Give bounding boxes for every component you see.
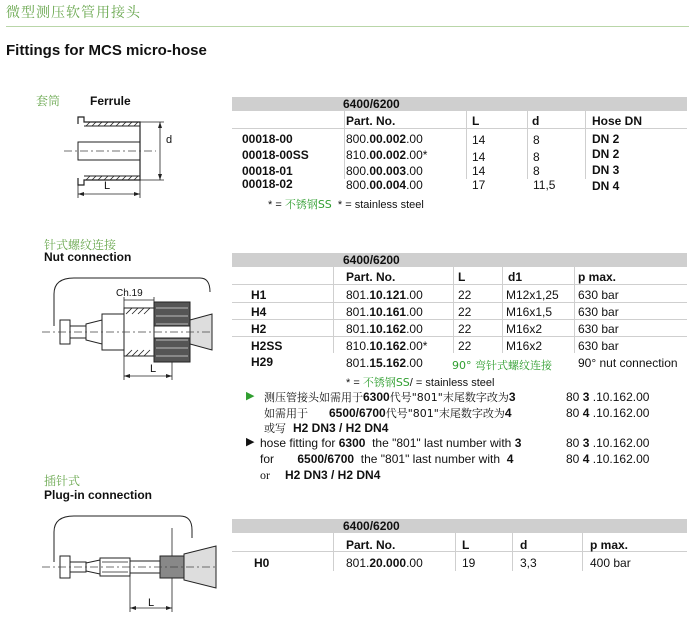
note-cn-line3: 或写 H2 DN3 / H2 DN4 <box>264 421 389 435</box>
nut-row-part: 801.15.162.00 <box>346 356 423 370</box>
nut-row-L: 22 <box>458 305 472 319</box>
note-example-2: 80 4 .10.162.00 <box>566 406 650 420</box>
nut-row-code: H1 <box>251 288 267 302</box>
plug-col-d: d <box>520 538 528 552</box>
grid-line <box>232 128 687 129</box>
ferrule-row-part: 800.00.003.00 <box>346 164 423 178</box>
ferrule-row-code: 00018-00SS <box>242 148 309 162</box>
nut-footnote: * = 不锈钢SS/ = stainless steel <box>346 376 495 389</box>
nut-row-p: 630 bar <box>578 288 619 302</box>
nut-col-p: p max. <box>578 270 617 284</box>
grid-line <box>466 111 467 179</box>
plug-row-p: 400 bar <box>590 556 631 570</box>
grid-line <box>512 533 513 571</box>
note-cn-line2: 如需用于 6500/6700代号"801"末尾数字改为4 <box>264 406 512 420</box>
nut-row-code: H29 <box>251 355 274 369</box>
nut-col-d1: d1 <box>508 270 523 284</box>
page-title-cn: 微型测压软管用接头 <box>6 5 141 21</box>
grid-line <box>574 267 575 353</box>
plug-row-part: 801.20.000.00 <box>346 556 423 570</box>
ferrule-row-d: 8 <box>533 164 540 178</box>
grid-line <box>455 533 456 571</box>
ferrule-row-L: 14 <box>472 133 486 147</box>
ferrule-col-dn: Hose DN <box>592 114 643 128</box>
nut-row-part: 801.10.162.00 <box>346 322 423 336</box>
ferrule-row-dn: DN 2 <box>592 147 620 161</box>
nut-row-d1: M16x2 <box>506 339 543 353</box>
nut-row-code: H2 <box>251 322 267 336</box>
grid-line <box>344 111 345 179</box>
nut-diagram <box>40 264 215 390</box>
plug-label: Plug-in connection <box>44 488 152 502</box>
ferrule-label-cn: 套筒 <box>36 94 61 108</box>
ferrule-row-dn: DN 2 <box>592 132 620 146</box>
nut-label-cn: 针式螺纹连接 <box>44 238 117 252</box>
nut-col-part: Part. No. <box>346 270 396 284</box>
plug-col-p: p max. <box>590 538 629 552</box>
arrow-right-icon: ▶ <box>246 436 255 448</box>
ferrule-series: 6400/6200 <box>343 97 400 111</box>
grid-line <box>527 111 528 179</box>
note-en-line3: or H2 DN3 / H2 DN4 <box>260 468 381 482</box>
note-cn-line1: 测压管接头如需用于6300代号"801"末尾数字改为3 <box>264 390 516 404</box>
ferrule-row-L: 14 <box>472 164 486 178</box>
ferrule-col-part: Part. No. <box>346 114 396 128</box>
ferrule-row-code: 00018-02 <box>242 177 293 191</box>
arrow-right-icon: ▶ <box>246 390 255 402</box>
nut-row-d1: M16x1,5 <box>506 305 553 319</box>
plug-dim-L: L <box>148 597 155 609</box>
note-example-2: 80 4 .10.162.00 <box>566 452 650 466</box>
nut-row-p: 630 bar <box>578 322 619 336</box>
ferrule-row-part: 800.00.002.00 <box>346 132 423 146</box>
nut-row-part: 801.10.161.00 <box>346 305 423 319</box>
nut-dim-ch: Ch.19 <box>116 288 143 299</box>
grid-line <box>582 533 583 571</box>
ferrule-row-d: 8 <box>533 150 540 164</box>
nut-dim-L: L <box>150 363 157 375</box>
ferrule-row-code: 00018-00 <box>242 132 293 146</box>
plug-series: 6400/6200 <box>343 519 400 533</box>
nut-row-part: 810.10.162.00* <box>346 339 428 353</box>
grid-line <box>585 111 586 179</box>
nut-row-code: H2SS <box>251 339 283 353</box>
note-en-line2: for 6500/6700 the "801" last number with 4 <box>260 452 514 466</box>
plug-diagram <box>40 508 220 622</box>
ferrule-row-d: 11,5 <box>533 178 556 192</box>
ferrule-row-dn: DN 4 <box>592 179 620 193</box>
nut-h29-desc-cn: 90° 弯针式螺纹连接 <box>452 359 552 372</box>
ferrule-dim-L: L <box>104 180 111 192</box>
ferrule-label: Ferrule <box>90 94 131 108</box>
plug-col-L: L <box>462 538 470 552</box>
plug-row-d: 3,3 <box>520 556 537 570</box>
ferrule-dim-d: d <box>166 134 173 146</box>
nut-row-p: 630 bar <box>578 339 619 353</box>
nut-row-L: 22 <box>458 339 472 353</box>
grid-line <box>232 284 687 285</box>
nut-series: 6400/6200 <box>343 253 400 267</box>
note-en-line1: hose fitting for 6300 the "801" last number with 3 <box>260 436 522 450</box>
ferrule-row-dn: DN 3 <box>592 163 620 177</box>
nut-row-p: 630 bar <box>578 305 619 319</box>
grid-line <box>453 267 454 353</box>
grid-line <box>333 533 334 571</box>
grid-line <box>232 302 687 303</box>
page-title: Fittings for MCS micro-hose <box>6 42 207 59</box>
plug-row-code: H0 <box>254 556 270 570</box>
ferrule-row-d: 8 <box>533 133 540 147</box>
note-example-1: 80 3 .10.162.00 <box>566 390 650 404</box>
ferrule-col-d: d <box>532 114 540 128</box>
ferrule-diagram <box>60 112 190 204</box>
nut-h29-desc: 90° nut connection <box>578 356 678 370</box>
title-divider <box>6 26 689 27</box>
nut-label: Nut connection <box>44 250 132 264</box>
nut-row-part: 801.10.121.00 <box>346 288 423 302</box>
grid-line <box>333 267 334 353</box>
note-example-1: 80 3 .10.162.00 <box>566 436 650 450</box>
nut-series-bar <box>232 253 687 267</box>
grid-line <box>502 267 503 353</box>
ferrule-row-L: 14 <box>472 150 486 164</box>
ferrule-series-bar <box>232 97 687 111</box>
nut-row-L: 22 <box>458 322 472 336</box>
grid-line <box>232 336 687 337</box>
plug-row-L: 19 <box>462 556 476 570</box>
ferrule-row-L: 17 <box>472 178 486 192</box>
ferrule-row-part: 810.00.002.00* <box>346 148 428 162</box>
plug-label-cn: 插针式 <box>44 474 81 488</box>
nut-row-L: 22 <box>458 288 472 302</box>
plug-series-bar <box>232 519 687 533</box>
nut-row-code: H4 <box>251 305 267 319</box>
plug-col-part: Part. No. <box>346 538 396 552</box>
ferrule-col-L: L <box>472 114 480 128</box>
ferrule-row-part: 800.00.004.00 <box>346 178 423 192</box>
grid-line <box>232 319 687 320</box>
ferrule-footnote: * = 不锈钢SS * = stainless steel <box>268 198 424 211</box>
nut-row-d1: M12x1,25 <box>506 288 559 302</box>
nut-col-L: L <box>458 270 466 284</box>
nut-row-d1: M16x2 <box>506 322 543 336</box>
ferrule-row-code: 00018-01 <box>242 164 293 178</box>
